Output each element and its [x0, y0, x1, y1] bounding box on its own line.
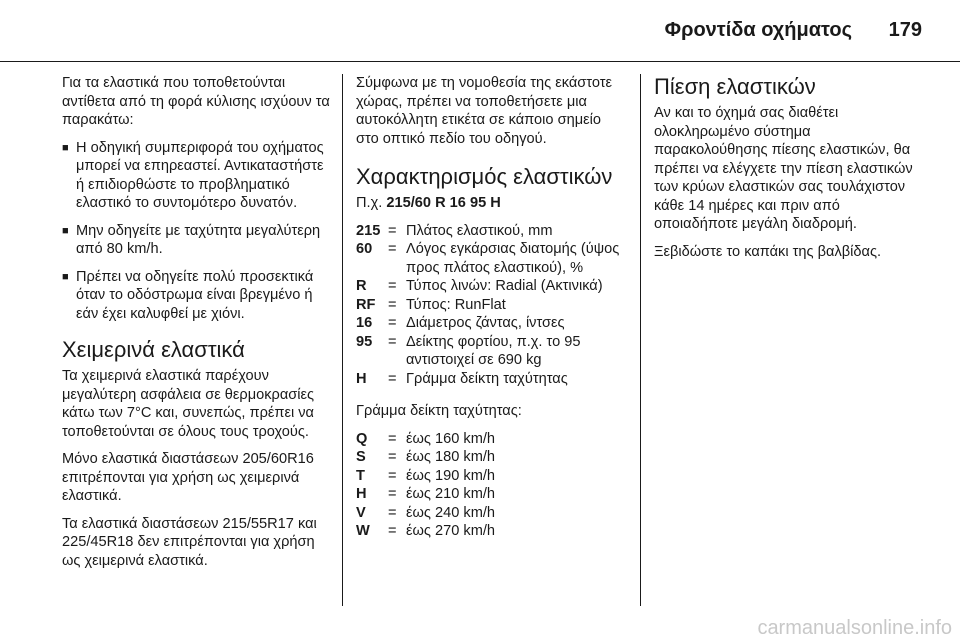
example-prefix: Π.χ.: [356, 195, 383, 211]
paragraph: Ξεβιδώστε το καπάκι της βαλβίδας.: [654, 243, 882, 260]
definition-row: RF = Τύπος: RunFlat: [356, 296, 506, 313]
heading-tyre-designation: Χαρακτηρισμός ελαστικών: [356, 164, 613, 189]
speed-row: V = έως 240 km/h: [356, 504, 496, 521]
paragraph: Τα χειμερινά ελαστικά παρέχουν μεγαλύτερη ασφάλεια σε θερμοκρασίες κάτω των 7°C και, συνεπώς, πρέπει να τοποθετούνται σε όλους τους τροχούς.: [62, 368, 315, 440]
speed-row: W = έως 270 km/h: [356, 523, 496, 539]
definition-row: 215 = Πλάτος ελαστικού, mm: [356, 222, 553, 239]
column-divider-2: [640, 74, 641, 606]
definition-row: 60 = Λόγος εγκάρσιας διατομής (ύψος προς πλάτος ελαστικού), %: [356, 241, 620, 276]
intro-paragraph: Σύμφωνα με τη νομοθεσία της εκάστοτε χώρας, πρέπει να τοποθετήσετε μια αυτοκόλλητη ετικέτα σε κάποιο σημείο στο οπτικό πεδίο του οδηγού.: [356, 75, 613, 147]
definition-row: 95 = Δείκτης φορτίου, π.χ. το 95 αντιστοιχεί σε 690 kg: [356, 333, 581, 368]
example-line: [356, 194, 624, 213]
speed-row: H = έως 210 km/h: [356, 486, 496, 502]
paragraph: Τα ελαστικά διαστάσεων 215/55R17 και 225/45R18 δεν επιτρέπονται για χρήση ως χειμερινά ελαστικά.: [62, 515, 317, 569]
bullet-item: [62, 222, 330, 259]
definition-row: R = Τύπος λινών: Radial (Ακτινικά): [356, 278, 603, 294]
intro-paragraph: Για τα ελαστικά που τοποθετούνται αντίθετα από τη φορά κύλισης ισχύουν τα παρακάτω:: [62, 75, 330, 128]
speed-row: Q = έως 160 km/h: [356, 430, 496, 447]
bullet-square-icon: ■: [62, 141, 69, 154]
column-right: [654, 74, 924, 270]
bullet-square-icon: ■: [62, 224, 69, 237]
bullet-item: [62, 268, 330, 324]
speed-row: S = έως 180 km/h: [356, 449, 496, 465]
bullet-text: Πρέπει να οδηγείτε πολύ προσεκτικά όταν το οδόστρωμα είναι βρεγμένο ή εάν έχει καλυφθεί με χιόνι.: [76, 268, 314, 322]
page-header: [0, 0, 960, 62]
section-title: Φροντίδα οχήματος: [664, 19, 852, 41]
heading-winter-tyres: Χειμερινά ελαστικά: [62, 337, 245, 362]
bullet-item: [62, 139, 330, 213]
speed-row: T = έως 190 km/h: [356, 467, 496, 484]
definition-list: [356, 222, 624, 389]
header-divider: [0, 61, 960, 62]
column-divider-1: [342, 74, 343, 606]
bullet-text: Η οδηγική συμπεριφορά του οχήματος μπορεί να επηρεαστεί. Αντικαταστήστε ή επιδιορθώστε το προβληματικό ελαστικό το συντομότερο δυνατόν.: [76, 139, 324, 211]
paragraph: Αν και το όχημά σας διαθέτει ολοκληρωμένο σύστημα παρακολούθησης πίεσης ελαστικών, θα πρέπει να ελέγχετε την πίεση ελαστικών των κρύων ελαστικών σας τουλάχιστον κάθε 14 ημέρες και πριν από οποιαδήποτε μεγάλη διαδρομή.: [654, 105, 913, 232]
heading-tyre-pressure: Πίεση ελαστικών: [654, 74, 816, 99]
example-code: 215/60 R 16 95 H: [386, 195, 501, 211]
definition-row: H = Γράμμα δείκτη ταχύτητας: [356, 370, 568, 387]
column-left: [62, 74, 330, 579]
speed-index-intro: Γράμμα δείκτη ταχύτητας:: [356, 403, 522, 419]
bullet-text: Μην οδηγείτε με ταχύτητα μεγαλύτερη από 80 km/h.: [76, 222, 321, 257]
column-middle: [356, 74, 624, 541]
speed-index-list: [356, 430, 624, 541]
definition-row: 16 = Διάμετρος ζάντας, ίντσες: [356, 315, 565, 331]
watermark: carmanualsonline.info: [757, 617, 952, 639]
bullet-square-icon: ■: [62, 270, 69, 283]
paragraph: Μόνο ελαστικά διαστάσεων 205/60R16 επιτρέπονται για χρήση ως χειμερινά ελαστικά.: [62, 451, 314, 504]
page-number: 179: [888, 19, 922, 41]
